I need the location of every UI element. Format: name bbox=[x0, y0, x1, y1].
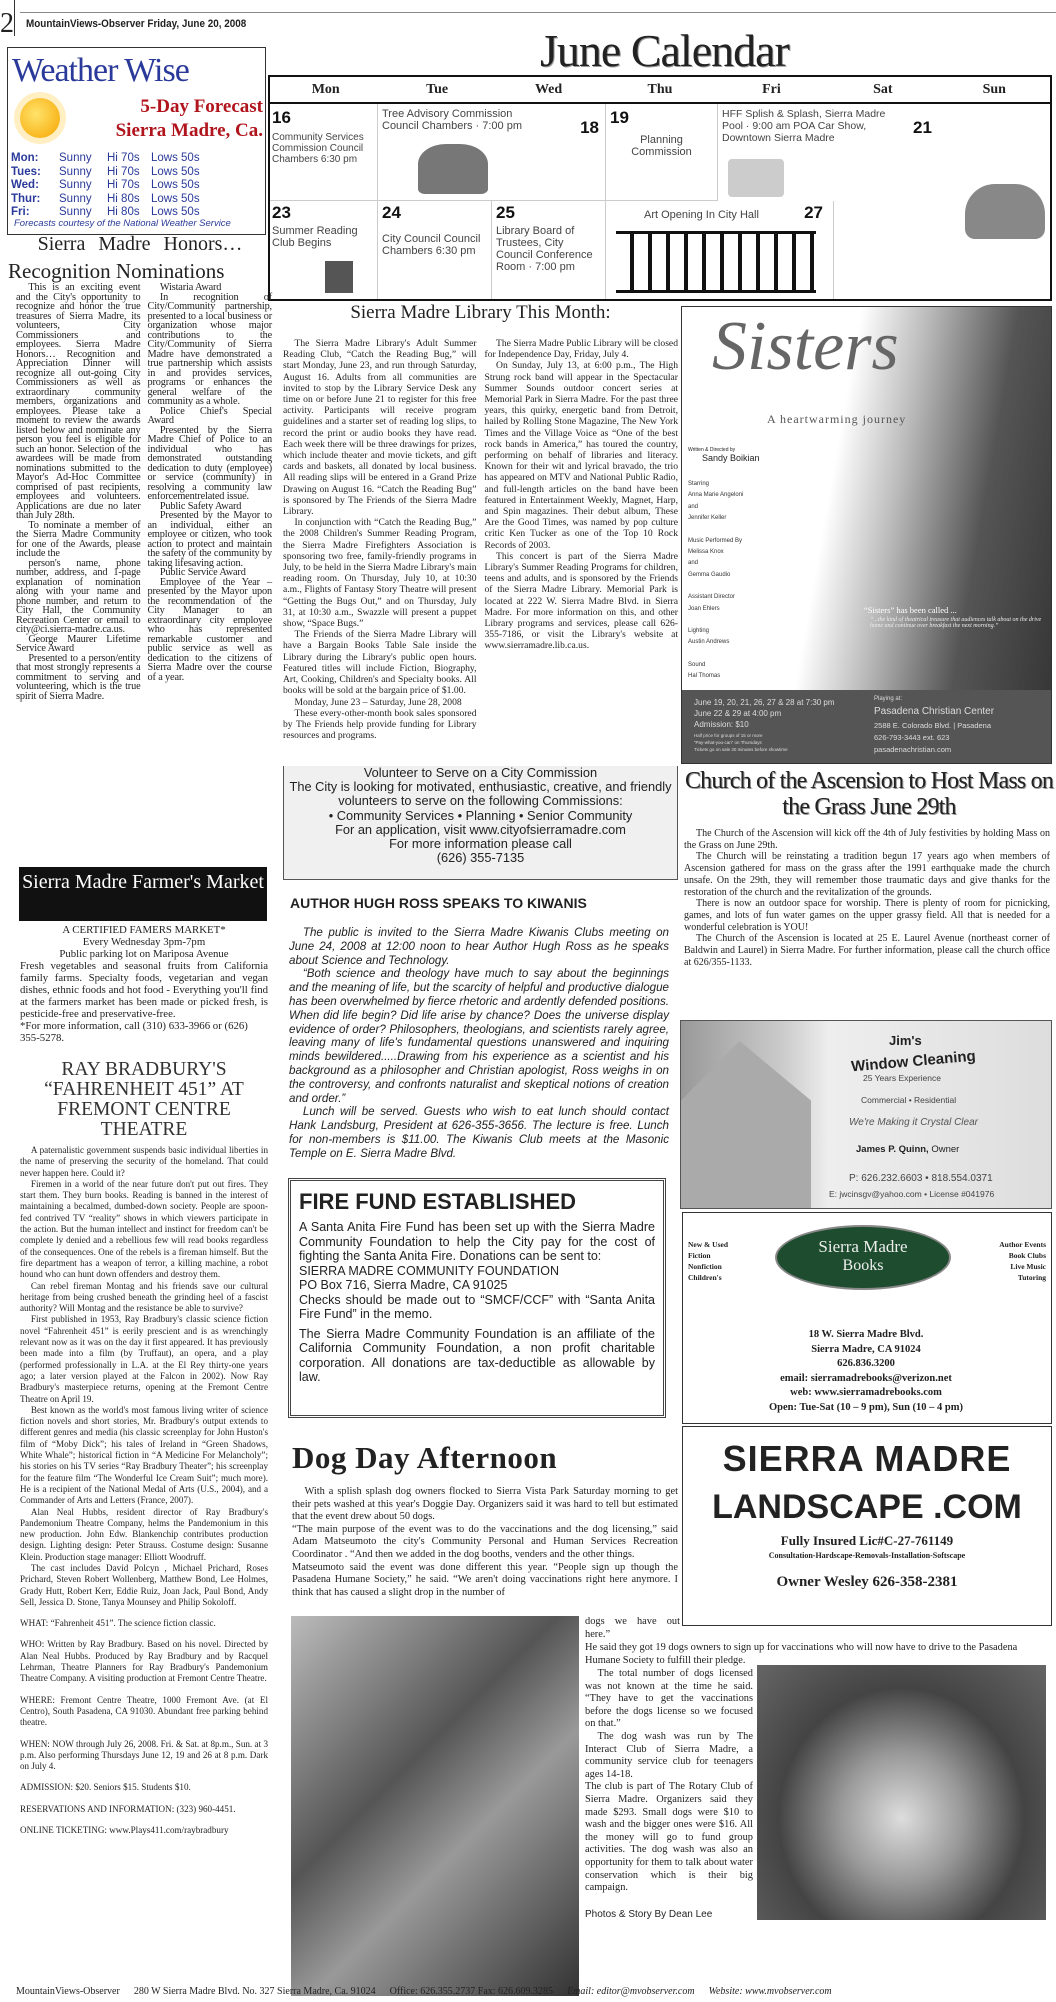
paragraph: Monday, June 23 – Saturday, June 28, 2008 bbox=[294, 696, 462, 708]
paragraph: “Both science and theology have much to say about the beginnings and the meaning of life, but the scarcity of helpful and productive dialogue has been overwhelmed by fierce rhetoric and ardently defended positions. When did life begin? Did life arise by chance? Does the universe display evidence of order? Philosophers, theologians, and scientists rarely agree, leaving many of life's fundamental questions unanswered and inquiring minds bewildered.....Drawing from his experience as a scientist and his background as a philosopher and Christian apologist, Ross weighs in on the controversy, and confronts naturalist and skeptical notions of creation and order.” bbox=[289, 967, 669, 1105]
weather-box bbox=[7, 47, 266, 235]
forecast-cond: Sunny bbox=[59, 152, 92, 164]
jims-window-cleaning-ad[interactable] bbox=[680, 1020, 1052, 1209]
dog-wash-photo bbox=[291, 1616, 579, 1996]
list-item: Live Music bbox=[1010, 1262, 1046, 1271]
paragraph: The Church of the Ascension is located at 25 E. Laurel Avenue (northeast corner of Baldwin and Laurel) in Sierra Madre. For further information, please call the church office at 626/355-1133. bbox=[684, 933, 1050, 968]
credit: Assistant Director bbox=[688, 594, 736, 601]
cell-event: Community Services Commission Council Chambers 6:30 pm bbox=[272, 132, 364, 165]
forecast-day: Thur: bbox=[11, 192, 41, 205]
library-article bbox=[283, 338, 678, 763]
award-name: Public Safety Award bbox=[159, 500, 242, 512]
sisters-title: Sisters bbox=[712, 308, 899, 385]
cell-date: 27 bbox=[804, 203, 823, 222]
day-header: Mon bbox=[311, 81, 340, 97]
calendar-cell-16[interactable] bbox=[270, 104, 378, 201]
license: Fully Insured Lic#C-27-761149 bbox=[780, 1533, 954, 1548]
paragraph: A paternalistic government suspends basic individual liberties in the name of preserving the security of the homeland. That could never happen here. Could it? bbox=[20, 1145, 268, 1178]
landscape-ad[interactable] bbox=[682, 1426, 1052, 1626]
forecast-hi: Hi 80s bbox=[107, 206, 140, 218]
paragraph: These every-other-month book sales sponsored by The Friends help provide funding for Library resources and programs. bbox=[283, 707, 477, 742]
books-right-list bbox=[999, 1239, 1046, 1283]
sisters-credits bbox=[688, 479, 743, 683]
calendar-cell-25[interactable] bbox=[492, 201, 606, 299]
cell-event: Tree Advisory Commission Council Chambers · 7:00 pm bbox=[382, 108, 523, 132]
paragraph: Presented by the Mayor to an individual, either an employee or citizen, who took action to protect and maintain the safety of the community by taking lifesaving action. bbox=[147, 510, 272, 569]
trees-icon bbox=[418, 144, 488, 194]
kiwanis-article bbox=[289, 926, 669, 1161]
photo-credit: Photos & Story By Dean Lee bbox=[585, 1908, 713, 1920]
footer-phones: Office: 626.355.2737 Fax: 626.609.3285 bbox=[389, 1986, 554, 1997]
cell-event: Library Board of Trustees, City Council Conference Room · 7:00 pm bbox=[496, 225, 593, 273]
calendar-cell-23[interactable] bbox=[270, 201, 378, 299]
footer-address: 280 W Sierra Madre Blvd. No. 327 Sierra Madre, Ca. 91024 bbox=[133, 1986, 376, 1997]
weather-title: Weather Wise bbox=[12, 52, 189, 89]
calendar-title: June Calendar bbox=[540, 25, 789, 76]
forecast-title: 5-Day Forecast bbox=[140, 96, 263, 117]
books-contact bbox=[683, 1328, 1049, 1415]
logo-text: Sierra Madre bbox=[818, 1237, 908, 1256]
award-name: Public Service Award bbox=[159, 567, 246, 578]
credit: Sound bbox=[688, 661, 706, 668]
paragraph: In conjunction with “Catch the Reading Bug,” the 2008 Children's Summer Reading Program, the Sierra Madre Firefighters Association is sponsoring two free, family-friendly programs in July, to be held in the Sierra Madre Library's main reading room. On Thursday, July 10, at 10:30 a.m., Flights of Fantasy Story Theatre will present “Getting the Bugs Out,” and on Thursday, July 31, at 10:30 a.m., Swazzle will present a puppet show, “Space Bugs.” bbox=[283, 517, 477, 630]
experience: 25 Years Experience bbox=[863, 1073, 941, 1083]
day-header: Sat bbox=[873, 81, 893, 97]
paragraph: The Sierra Madre Public Library will be closed for Independence Day, Friday, July 4. bbox=[484, 338, 678, 361]
note: Tickets go on sale 30 minutes before showtime bbox=[694, 747, 788, 752]
forecast-cond: Sunny bbox=[59, 192, 92, 205]
list-item: Book Clubs bbox=[1008, 1251, 1046, 1260]
divider bbox=[20, 12, 1056, 13]
cell-date: 16 bbox=[272, 108, 291, 127]
paragraph: Alan Neal Hubbs, resident director of Ray Bradbury's Pandemonium Theatre Company, helms the Pandemonium in this new production. John Edw. Blankenchip contributes production design. Lighting design: Peter Strauss. Costume design: Susanne Klein. Production stage manager: Elliott Woodruff. bbox=[20, 1506, 268, 1562]
list-item: New & Used bbox=[688, 1240, 728, 1249]
volunteer-title: Volunteer to Serve on a City Commission bbox=[363, 765, 598, 780]
bradbury-title: RAY BRADBURY'S “FAHRENHEIT 451” AT FREMONT CENTRE THEATRE bbox=[44, 1059, 244, 1140]
paragraph: “The main purpose of the event was to do the vaccinations and the dog licensing,” said Adam Matseumoto the city's Community Personal and Human Services Recreation Coordinator . “And then we added in the dog booths, venders and the other things. bbox=[292, 1523, 678, 1560]
credit: and bbox=[688, 503, 699, 510]
venue: Pasadena Christian Center bbox=[874, 706, 995, 717]
paragraph: To nominate a member of the Sierra Madre Community for one of the Awards, please include the bbox=[16, 519, 141, 559]
forecast-row bbox=[11, 152, 261, 166]
credit: Gemma Gaudio bbox=[688, 571, 731, 578]
calendar-cell-26-27[interactable] bbox=[606, 201, 834, 299]
paragraph: The cast includes David Polcyn , Michael Prichard, Roses Prichard, Steven Robert Wollenberg, Matthew Bond, Lee Holmes, Grady Hutt, Robert Kerr, Eddie Ruiz, Joan Jack, Paul Bond, Andy Sell, Jessica D. Stone, Tanya Mounsey and Philip Sokoloff. bbox=[20, 1562, 268, 1607]
info-who: WHO: Written by Ray Bradbury. Based on his novel. Directed by Alan Neal Hubbs. Produced by Ray Bradbury and by Racquel Lehrman, Theatre Planners for Ray Bradbury's Pandemonium Theatre Company. A visiting production at Fremont Centre Theatre. bbox=[20, 1639, 268, 1684]
owner-line bbox=[856, 1144, 959, 1155]
paragraph: On Sunday, July 13, at 6:00 p.m., The High Strung rock band will appear in the Spectacular Summer Sounds outdoor concert series at Memorial Park in Sierra Madre. For the past three years, this quirky, energetic band from Detroit, hailed by Rolling Stone Magazine, The New York Times and the Village Voice as “One of the best rock bands in America,” has toured the country, performing on behalf of libraries and literacy. Known for their wit and lyrical bravado, the trio has appeared on MTV and National Public Radio, and full-length articles on the band have been featured in Entertainment Weekly, Magnet, Harp, and Spin magazines. Their debut album, These Are the Good Times, was named by pop culture critic Ken Tucker as one of the Top 10 Rock Records of 2003. bbox=[484, 360, 678, 551]
hours: Open: Tue-Sat (10 – 9 pm), Sun (10 – 4 pm) bbox=[769, 1401, 963, 1413]
director-name: Sandy Boikian bbox=[702, 453, 760, 463]
paragraph: Checks should be made out to “SMCF/CCF” with “Santa Anita Fire Fund” in the memo. bbox=[299, 1292, 655, 1321]
paragraph: Presented to a person/entity that most strongly represents a commitment to serving and volunteering, which is the true spirit of Sierra Madre. bbox=[16, 652, 141, 702]
farmers-market-title: Sierra Madre Farmer's Market bbox=[19, 867, 267, 921]
cell-date: 24 bbox=[382, 203, 401, 222]
day-header: Fri bbox=[762, 81, 781, 97]
forecast-cond: Sunny bbox=[59, 179, 92, 191]
info-when: WHEN: NOW through July 26, 2008. Fri. & Sat. at 8p.m., Sun. at 3 p.m. Also performing Thursdays June 12, 19 and 26 at 8 p.m. Dark on July 4. bbox=[20, 1738, 268, 1772]
day-header: Tue bbox=[426, 81, 449, 97]
phones: P: 626.232.6603 • 818.554.0371 bbox=[849, 1173, 993, 1184]
forecast-day: Tues: bbox=[11, 165, 41, 178]
library-title: Sierra Madre Library This Month: bbox=[350, 302, 611, 323]
footer-paper: MountainViews-Observer bbox=[16, 1986, 120, 1997]
sun-icon bbox=[20, 98, 60, 138]
credit: Anna Marie Angeloni bbox=[688, 492, 744, 499]
business-service: Window Cleaning bbox=[850, 1047, 977, 1076]
calendar-cell-19[interactable] bbox=[606, 104, 718, 201]
volunteer-body: The City is looking for motivated, enthusiastic, creative, and friendly volunteers to serve on the following Commissions: bbox=[289, 779, 672, 809]
paragraph: Firemen in a world of the near future don't put out fires. They start them. They burn books. Reading is banned in the interest of maintaining a becalmed, dumbed-down society. People are spoon-fed contrived TV “reality” shows in which viewers participate in the action. But the human intellect and instinct for freedom can't be complete ly denied and a rebellious few will read books regardless of the consequences. One of the rebels is a fireman himself. But the fire department has a weapon of terror, a killing machine, a robot hound who can hunt down offenders and destroy them. bbox=[20, 1178, 268, 1280]
paragraph: In recognition of City/Community partnership, presented to a local business or organization whose major contributions to the City/Community of Sierra Madre have demonstrated a true partnership which assists in and provides services, programs or enhances the general welfare of the community as a whole. bbox=[147, 291, 272, 407]
paragraph: There is now an outdoor space for worship. There is plenty of room for picnicking, games, and lots of fun water games on the upper grassy field. All that is needed for a wonderful celebration is YOU! bbox=[684, 898, 1050, 933]
note: Half price for groups of 15 or more bbox=[694, 733, 763, 738]
paragraph: First published in 1953, Ray Bradbury's classic science fiction novel “Fahrenheit 451” is eerily prescient and is as wrenchingly relevant now as it was on the day it first appeared. It has previously been made into a film (by Truffaut), an opera, and a play (performed professionally in L.A. at the El Rey thirty-one years ago; a later version played at the Falcon in 2002). Now Ray Bradbury's masterpiece returns, opening at the Fremont Centre Theatre on April 19. bbox=[20, 1314, 268, 1404]
credit-label: Written & Directed by bbox=[688, 447, 736, 453]
notes bbox=[694, 732, 788, 753]
calendar-cell-20-21[interactable] bbox=[718, 104, 938, 201]
forecast-lo: Lows 50s bbox=[151, 165, 200, 178]
email: email: sierramadrebooks@verizon.net bbox=[780, 1372, 952, 1384]
day-header: Wed bbox=[534, 81, 563, 97]
business-name: Jim's bbox=[889, 1033, 922, 1048]
website: web: www.sierramadrebooks.com bbox=[790, 1387, 942, 1398]
info-admission: ADMISSION: $20. Seniors $15. Students $10. bbox=[20, 1782, 191, 1793]
dog-article-top bbox=[292, 1486, 678, 1599]
cell-date: 21 bbox=[913, 118, 932, 137]
credit: Joan Ehlers bbox=[688, 605, 720, 612]
paragraph: The Church of the Ascension will kick off the 4th of July festivities by holding Mass on the Grass on June 29th. bbox=[684, 828, 1050, 851]
farmers-market-article bbox=[20, 924, 268, 1044]
honors-article bbox=[16, 283, 272, 701]
venue-phone: 626-793-3443 ext. 623 bbox=[874, 733, 950, 742]
day-header: Thu bbox=[647, 81, 673, 97]
list-item: Tutoring bbox=[1017, 1273, 1046, 1282]
paragraph: dogs we have out here.” bbox=[585, 1616, 680, 1640]
info-reservations: RESERVATIONS AND INFORMATION: (323) 960-4451. bbox=[20, 1803, 236, 1814]
paragraph: The Church will be reinstating a tradition begun 17 years ago when members of Ascension gathered for mass on the grass after the 1991 earthquake made the church unsafe. On the 29th, they will remember those traumatic days and give thanks for the restoration of the church and the revitalization of the grounds. bbox=[684, 851, 1050, 898]
credit: Jennifer Keller bbox=[688, 515, 727, 522]
forecast-lo: Lows 50s bbox=[151, 152, 200, 164]
day-header: Sun bbox=[982, 81, 1006, 97]
masthead bbox=[0, 0, 1056, 40]
venue-address: 2588 E. Colorado Blvd. | Pasadena bbox=[874, 721, 992, 730]
june-calendar bbox=[268, 75, 1052, 301]
forecast-hi: Hi 80s bbox=[107, 192, 140, 205]
footer-website[interactable]: Website: www.mvobserver.com bbox=[708, 1986, 832, 1997]
volunteer-phone: (626) 355-7135 bbox=[436, 850, 525, 866]
volunteer-box bbox=[283, 766, 678, 880]
cell-event: City Council Council Chambers 6:30 pm bbox=[382, 233, 481, 257]
info-what: WHAT: “Fahrenheit 451”. The science fiction classic. bbox=[20, 1618, 216, 1629]
dog-photo bbox=[757, 1665, 1046, 1920]
market-hours: Every Wednesday 3pm-7pm bbox=[82, 936, 206, 948]
forecast-day: Mon: bbox=[11, 152, 39, 164]
owner-contact: Owner Wesley 626-358-2381 bbox=[776, 1574, 958, 1590]
note: “Pay-what-you-can” on Thursdays bbox=[694, 740, 762, 745]
credit: Austin Andrews bbox=[688, 639, 730, 646]
paragraph: Fresh vegetables and seasonal fruits from California family farms. Specialty foods, vegetarian and vegan dishes, ethnic foods and hot food - Everything you'll find at the farmers market has been made or picked fresh, is pesticide-free and preservative-free. bbox=[20, 960, 268, 1020]
art-icon bbox=[616, 231, 816, 293]
cell-event: Summer Reading Club Begins bbox=[272, 225, 358, 249]
quote-title: “Sisters” has been called ... bbox=[864, 605, 957, 615]
paragraph: This concert is part of the Sierra Madre Library's Summer Reading Programs for children, teens and adults, and is sponsored by the Friends of the Sierra Madre Library. Memorial Park is located at 222 W. Sierra Madre Blvd. in Sierra Madre. For more information on this, and other Library programs and services, please call 626-355-7186, or visit the Library's website at www.sierramadre.lib.ca.us. bbox=[484, 550, 678, 652]
readers-icon bbox=[325, 261, 353, 293]
sisters-info-band bbox=[682, 690, 1052, 764]
cell-event: Art Opening In City Hall bbox=[644, 209, 759, 221]
books-logo bbox=[775, 1225, 951, 1290]
forecast-hi: Hi 70s bbox=[107, 165, 140, 178]
application-link[interactable]: For an application, visit www.cityofsierramadre.com bbox=[335, 821, 626, 837]
church-article bbox=[684, 828, 1050, 968]
forecast-credit: Forecasts courtesy of the National Weather Service bbox=[14, 218, 231, 229]
landscape-domain[interactable]: LANDSCAPE .COM bbox=[712, 1488, 1022, 1526]
paragraph: *For more information, call (310) 633-3966 or (626) 355-5278. bbox=[20, 1020, 248, 1044]
paragraph: person's name, phone number, address, and 1-page explanation of nomination along with your name and phone number, and return to City Hall, the Community Recreation Center or email to city@ci.sierra-madre.ca.us. bbox=[16, 557, 141, 635]
paragraph: The public is invited to the Sierra Madre Kiwanis Clubs meeting on June 24, 2008 at 12:00 noon to hear Author Hugh Ross as he speaks about Science and Technology. bbox=[289, 926, 669, 967]
landscape-name: SIERRA MADRE bbox=[722, 1438, 1012, 1479]
foundation-address: PO Box 716, Sierra Madre, CA 91025 bbox=[299, 1278, 508, 1292]
paragraph: Employee of the Year – presented by the Mayor upon the recommendation of the City Manager to an extraordinary city employee who has represented remarkable customer and public service as well as dedication to the citizens of Sierra Madre over the course of a year. bbox=[147, 576, 272, 683]
paragraph: The Friends of the Sierra Madre Library will have a Bargain Books Table Sale inside the Library during the Library's public open hours. Featured titles will include Fiction, Biography, Art, Cooking, Children's and Specialty books. All books will be sold at the bargain price of $1.00. bbox=[283, 629, 477, 697]
forecast-hi: Hi 70s bbox=[107, 152, 140, 164]
forecast-row bbox=[11, 193, 261, 207]
paragraph: A Santa Anita Fire Fund has been set up with the Sierra Madre Community Foundation to help the City pay for the cost of fighting the Santa Anita Fire. Donations can be sent to: bbox=[299, 1220, 655, 1263]
market-line: A CERTIFIED FAMERS MARKET* bbox=[62, 924, 226, 936]
dates: June 19, 20, 21, 26, 27 & 28 at 7:30 pm bbox=[694, 698, 835, 707]
calendar-cell-17-18[interactable] bbox=[378, 104, 606, 201]
address: Sierra Madre, CA 91024 bbox=[811, 1343, 921, 1355]
calendar-header bbox=[270, 77, 1050, 104]
paragraph: He said they got 19 dogs owners to sign up for vaccinations who will now have to drive to the Pasadena Humane Society to fulfill their pledge. bbox=[585, 1642, 1018, 1666]
divider bbox=[14, 0, 15, 36]
cell-date: 23 bbox=[272, 203, 291, 222]
foundation-name: SIERRA MADRE COMMUNITY FOUNDATION bbox=[299, 1263, 559, 1278]
forecast-lo: Lows 50s bbox=[151, 206, 200, 218]
forecast-list bbox=[11, 152, 261, 220]
paragraph: The club is part of The Rotary Club of Sierra Madre. Organizers said they made $293. Small dogs were $10 to wash and the bigger ones were $16. All the money will go to fund group activities. The dog wash was also an opportunity for them to talk about water conservation which is their big campaign. bbox=[585, 1781, 753, 1894]
kiwanis-title: AUTHOR HUGH ROSS SPEAKS TO KIWANIS bbox=[290, 895, 587, 911]
info-where: WHERE: Fremont Centre Theatre, 1000 Fremont Ave. (at El Centro), South Pasadena, CA 91030. Abundant free parking behind theatre. bbox=[20, 1694, 268, 1728]
calendar-cell-24[interactable] bbox=[378, 201, 492, 299]
more-info: For more information please call bbox=[389, 836, 572, 852]
cell-event: Planning Commission bbox=[631, 134, 692, 158]
credit: Melissa Knox bbox=[688, 549, 724, 556]
admission: Admission: $10 bbox=[694, 720, 749, 729]
cell-date: 25 bbox=[496, 203, 515, 222]
market-location: Public parking lot on Mariposa Avenue bbox=[59, 948, 229, 960]
logo-text: Books bbox=[842, 1257, 884, 1274]
list-item: Fiction bbox=[688, 1251, 711, 1260]
services: Consultation-Hardscape-Removals-Installation-Softscape bbox=[768, 1551, 966, 1560]
forecast-cond: Sunny bbox=[59, 165, 92, 178]
dates: June 22 & 29 at 4:00 pm bbox=[694, 709, 782, 718]
honors-title: Sierra Madre Honors… bbox=[37, 233, 243, 255]
info-online-ticketing[interactable]: ONLINE TICKETING: www.Plays411.com/raybradbury bbox=[20, 1825, 229, 1836]
playing-at: Playing at: bbox=[874, 696, 903, 702]
fire-fund-box bbox=[288, 1178, 666, 1418]
paragraph: This is an exciting event and the City's opportunity to recognize and honor the true treasures of Sierra Madre, its volunteers, City Commissioners and employees. Sierra Madre Honors… Recognition and Appreciation Dinner will recognize all out-going City Commissioners as well as extraordinary community members, organizations and employees. Please take a moment to review the awards listed below and nominate any person you feel is eligible for such an honor. Selection of the awardees will be made from nominations submitted to the Mayor's Ad-Hoc Committee comprised of past recipients, employees and volunteers. Applications are due no later than July 28th. bbox=[16, 282, 141, 521]
forecast-cond: Sunny bbox=[59, 206, 92, 218]
sisters-tagline: A heartwarming journey bbox=[767, 412, 907, 426]
phone: 626.836.3200 bbox=[837, 1358, 895, 1369]
forecast-day: Wed: bbox=[11, 179, 39, 191]
slogan: We're Making it Crystal Clear bbox=[849, 1117, 978, 1128]
email: E: jwcinsgv@yahoo.com • License #041976 bbox=[829, 1189, 995, 1199]
credit: and bbox=[688, 560, 699, 567]
credit: Lighting bbox=[688, 628, 710, 635]
credit: Music Performed By bbox=[688, 537, 743, 544]
paper-date: MountainViews-Observer Friday, June 20, 2008 bbox=[26, 18, 247, 30]
award-name: George Maurer Lifetime Service Award bbox=[16, 633, 141, 654]
paragraph: The total number of dogs licensed was not known at the time he said. “They have to get the vaccinations before the dogs license so we focused on that.” bbox=[585, 1668, 753, 1730]
paragraph: Presented by the Sierra Madre Chief of Police to an individual who has demonstrated outstanding dedication to duty (employee) or service (community) in resolving a community law enforcementrelated issue. bbox=[147, 424, 272, 502]
books-left-list bbox=[688, 1239, 728, 1283]
car-icon bbox=[965, 184, 1045, 239]
forecast-hi: Hi 70s bbox=[107, 179, 140, 191]
paragraph: The dog wash was run by The Interact Club of Sierra Madre, a community service club for teenagers ages 14-18. bbox=[585, 1730, 753, 1780]
list-item: Children's bbox=[688, 1273, 722, 1282]
owner-role: Owner bbox=[931, 1144, 960, 1155]
paragraph: Best known as the world's most famous living writer of science fiction novels and short stories, Mr. Bradbury's output extends to different genres and media (his classic screenplay for John Huston's film of “Moby Dick”; his tales of Ireland in “Green Shadows, White Whale”; historical fiction in “A Medicine For Melancholy”; his stories on his TV series “Ray Bradbury Theater”; his screenplay for the feature film “The Wonderful Ice Cream Suit”; much more). He is a recipient of the National Medal of Arts (U.S., 2004), and a Commander of Arts and Letters (France, 2007). bbox=[20, 1404, 268, 1506]
paragraph: The Sierra Madre Community Foundation is an affiliate of the California Community Foundation, a non profit charitable corporation. All donations are tax-deductible as allowable by law. bbox=[299, 1326, 655, 1384]
list-item: Author Events bbox=[999, 1240, 1046, 1249]
quote: “...the kind of theatrical treasure that audiences talk about on the drive home and continue over breakfast the next morning.” bbox=[870, 617, 1042, 629]
house-image bbox=[681, 1041, 811, 1209]
sierra-madre-books-ad[interactable] bbox=[682, 1212, 1052, 1424]
paragraph: The Sierra Madre Library's Adult Summer Reading Club, “Catch the Reading Bug,” will start Monday, June 23, and run through Saturday, August 16. Adults from all communities are invited to stop by the Library Service Desk any time on or before June 21 to register for this free activity. Participants will receive program guidelines and a starter set of reading log slips, to record the print or audio books they have read. Each week there will be three drawings for prizes, which include theater and movie tickets, and gift cards and baskets, all donated by local business. All reading slips will be entered in a Grand Prize Drawing on August 16. “Catch the Reading Bug” is sponsored by The Friends of the Sierra Madre Library. bbox=[283, 338, 477, 518]
cell-date: 18 bbox=[580, 118, 599, 137]
footer bbox=[16, 1986, 1046, 1997]
footer-email[interactable]: Email: editor@mvobserver.com bbox=[567, 1986, 695, 1997]
fire-fund-title: FIRE FUND ESTABLISHED bbox=[299, 1189, 577, 1214]
list-item: Nonfiction bbox=[688, 1262, 722, 1271]
paragraph: Matseumoto said the event was done different this year. “People sign up though the Pasadena Humane Society,” he said. “We aren't doing vaccinations right here anymore. I think that has caused a slight drop in the number of bbox=[292, 1561, 678, 1598]
owner-name: James P. Quinn, bbox=[856, 1144, 929, 1155]
award-name: Police Chief's Special Award bbox=[147, 405, 272, 426]
service-types: Commercial • Residential bbox=[861, 1095, 957, 1105]
credit: Hal Thomas bbox=[688, 673, 721, 680]
paragraph: Lunch will be served. Guests who wish to eat lunch should contact Hank Landsburg, President at 626-355-3656. The lecture is free. Lunch for non-members is $11.00. The Kiwanis Club meets at the Masonic Temple on E. Sierra Madre Blvd. bbox=[289, 1105, 669, 1160]
forecast-lo: Lows 50s bbox=[151, 192, 200, 205]
bradbury-article bbox=[20, 1145, 268, 1836]
forecast-day: Fri: bbox=[11, 206, 30, 218]
paragraph: With a splish splash dog owners flocked to Sierra Vista Park Saturday morning to get their pets washed at this year's Doggie Day. Organizers said it was hard to tell but estimated that the event drew about 50 dogs. bbox=[292, 1486, 678, 1523]
cell-event: HFF Splish & Splash, Sierra Madre Pool · 9:00 am POA Car Show, Downtown Sierra Madre bbox=[722, 108, 886, 144]
swimmer-icon bbox=[728, 159, 784, 197]
address: 18 W. Sierra Madre Blvd. bbox=[808, 1329, 924, 1340]
church-title: Church of the Ascension to Host Mass on the Grass June 29th bbox=[684, 768, 1054, 820]
credit: Starring bbox=[688, 481, 710, 487]
award-name: Wistaria Award bbox=[159, 282, 222, 293]
forecast-row bbox=[11, 179, 261, 193]
dog-article-col bbox=[585, 1668, 753, 1921]
forecast-row bbox=[11, 166, 261, 180]
forecast-lo: Lows 50s bbox=[151, 179, 200, 191]
page-number: 2 bbox=[0, 8, 14, 39]
dog-day-title: Dog Day Afternoon bbox=[292, 1440, 558, 1475]
paragraph: Can rebel fireman Montag and his friends save our cultural heritage from being crushed beneath the grinding heel of a fascist authority? Will Montag and the resistance be able to survive? bbox=[20, 1280, 268, 1314]
honors-subtitle: Recognition Nominations bbox=[8, 259, 225, 283]
commission-list: • Community Services • Planning • Senior Community bbox=[328, 807, 633, 823]
forecast-location: Sierra Madre, Ca. bbox=[115, 120, 263, 141]
sisters-ad[interactable] bbox=[681, 306, 1052, 764]
cell-date: 19 bbox=[610, 108, 629, 127]
venue-web[interactable]: pasadenachristian.com bbox=[874, 745, 952, 754]
